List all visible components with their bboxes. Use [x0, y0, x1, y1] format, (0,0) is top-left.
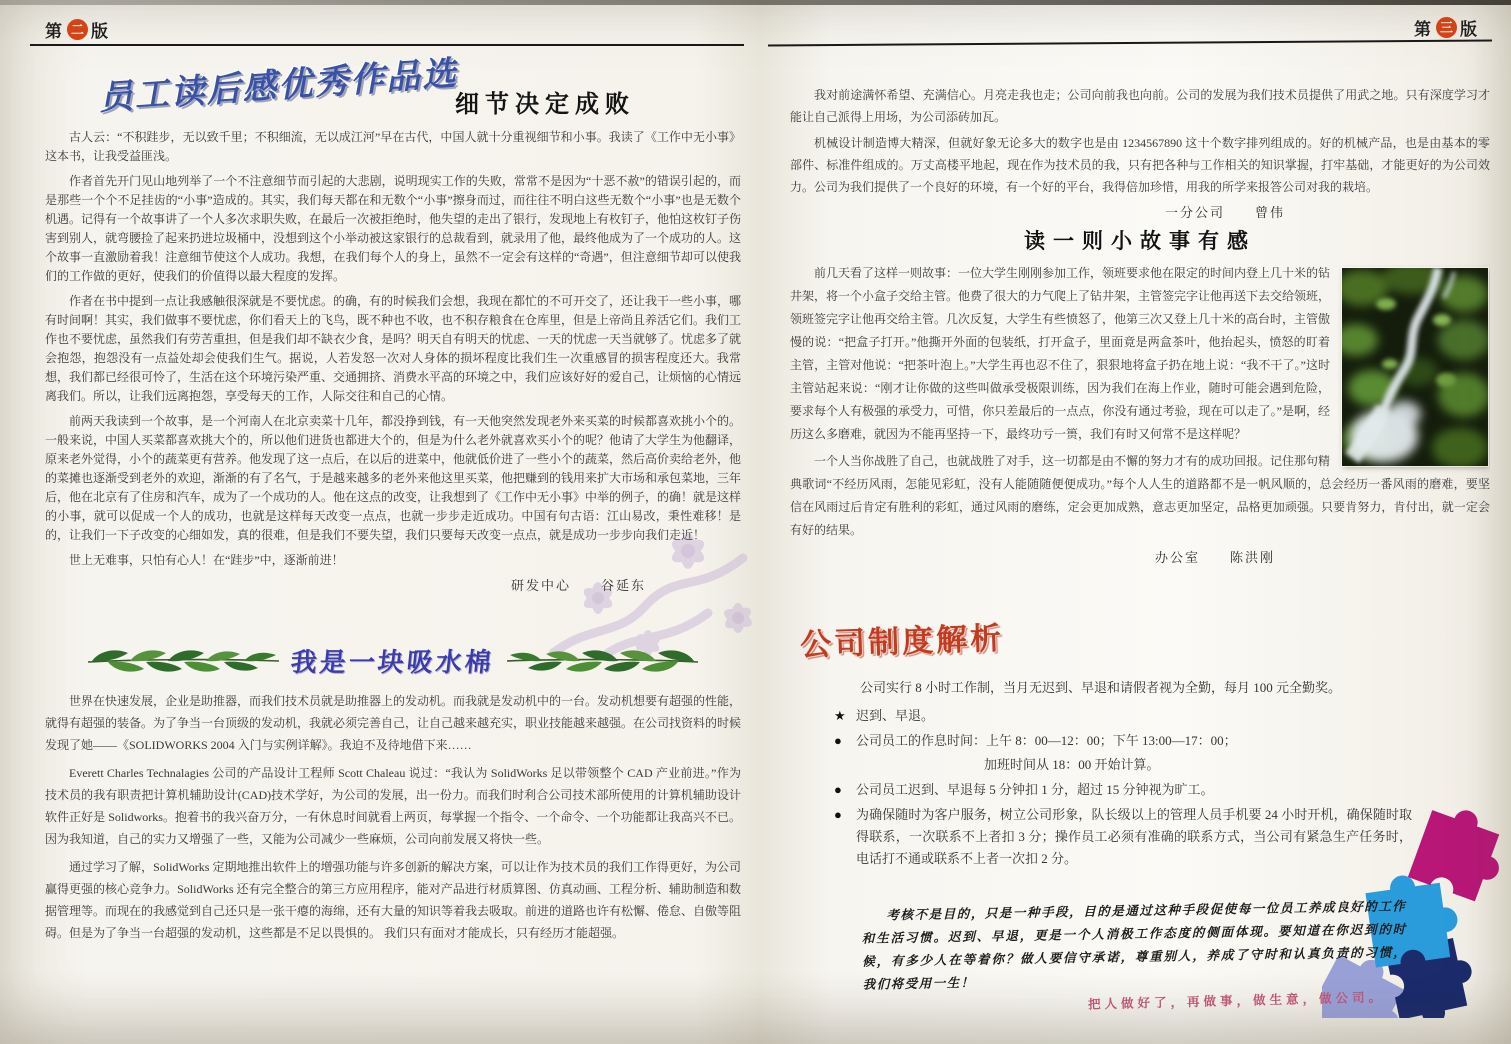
waterfall-photo — [1342, 268, 1488, 466]
article1-paragraph: 世上无难事，只怕有心人！在“跬步”中，逐渐前进！ — [69, 553, 344, 567]
article2-header — [45, 642, 741, 679]
left-header-rule — [30, 44, 744, 46]
rule-bullet-row — [834, 779, 1465, 801]
rule-bullet-text: 公司员工迟到、早退每 5 分钟扣 1 分，超过 15 分钟视为旷工。 — [856, 782, 1214, 797]
rule-bullet-text: 为确保随时为客户服务，树立公司形象，队长级以上的管理人员手机要 24 小时开机，确保随时取得联系，一次联系不上者扣 3 分；操作员工必须有准确的联系方式，当公司有紧急生产任务时，电话打不通或联系不上者一次扣 2 分。 — [856, 807, 1412, 866]
page-number-circle: 二 — [67, 19, 88, 40]
article1-body — [45, 128, 741, 595]
continuation-paragraph: 我对前途满怀希望、充满信心。月亮走我也走；公司向前我也向前。公司的发展为我们技术员提供了用武之地。只有深度学习才能让自己派得上用场，为公司添砖加瓦。 — [790, 88, 1490, 124]
article4-title: 公司制度解析 — [799, 620, 1005, 663]
page-label-post: 版 — [91, 22, 110, 41]
scan-edge-top — [0, 0, 1511, 5]
page-label-pre: 第 — [45, 22, 64, 41]
left-main-title: 员工读后感优秀作品选 — [97, 55, 460, 118]
rule-star-row — [834, 705, 1465, 727]
article2-paragraph: Everett Charles Technalagies 公司的产品设计工程师 Scott Chaleau 说过：“我认为 SolidWorks 足以带领整个 CAD 产业前进。”作为技术员的我有职责把计算机辅助设计(CAD)技术学好，为公司的发展，出一份力。而我们时利合公司技术部所使用的计算机辅助设计软件正好是 Solidworks。抱着书的我兴奋万分，一有休息时间就看上两页，每掌握一个指令、一个命令、一个功能都让我高兴不已。因为我知道，自己的实力又增强了一些，又能为公司减少一些麻烦，公司向前发展又将快一些。 — [45, 766, 741, 846]
continuation-signature: 一分公司 曾伟 — [1164, 205, 1285, 220]
article3-title: 读一则小故事有感 — [1024, 229, 1256, 253]
article4-note: 考核不是目的，只是一种手段，目的是通过这种手段促使每一位员工养成良好的工作和生活习惯。迟到、早退，更是一个人消极工作态度的侧面体现。要知道在你迟到的时候，有多少人在等着你？做人要信守承诺，尊重别人，养成了守时和认真负责的习惯，我们将受用一生！ — [861, 899, 1408, 992]
page-label-pre: 第 — [1414, 20, 1433, 39]
left-page-number — [45, 17, 110, 42]
article2-title: 我是一块吸水棉 — [289, 648, 496, 677]
leaf-vine-left-icon — [86, 646, 281, 676]
rule-bullet-row — [834, 730, 1465, 752]
bullet-icon: ● — [834, 807, 842, 822]
right-header-rule — [768, 39, 1492, 46]
article1-title: 细节决定成败 — [455, 92, 635, 118]
article2-paragraph: 世界在快速发展，企业是助推器，而我们技术员就是助推器上的发动机。而我就是发动机中的一台。发动机想要有超强的性能，就得有超强的装备。为了争当一台顶级的发动机，我就必须完善自己，让自己越来越充实，职业技能越来越强。在公司找资料的时候发现了她——《SOLIDWORKS 2004 入门与实例详解》。我迫不及待地借下来…… — [45, 694, 742, 752]
continuation-paragraph: 机械设计制造博大精深，但就好象无论多大的数字也是由 1234567890 这十个数字排列组成的。好的机械产品，也是由基本的零部件、标准件组成的。万丈高楼平地起，现在作为技术员的我，只有把各种与工作相关的知识掌握，打牢基础，才能更好的为公司效力。公司为我们提供了一个良好的环境，有一个好的平台，我得倍加珍惜，用我的所学来报答公司对我的栽培。 — [790, 136, 1490, 194]
rule-bullet-row — [834, 804, 1465, 870]
bullet-icon: ● — [834, 782, 842, 797]
article4-body — [834, 677, 1465, 992]
article3-paragraph: 一个人当你战胜了自己，也就战胜了对手，这一切都是由不懈的努力才有的成功回报。记住那句精典歌词“不经历风雨，怎能见彩虹，没有人能随随便便成功。”每个人人生的道路都不是一帆风顺的，总会经历一番风雨的磨难，要坚信在风雨过后肯定有胜利的彩虹，通过风雨的磨练，定会更加成熟，意志更加坚定，品格更加顽强。只要肯努力，肯付出，就一定会有好的结果。 — [790, 454, 1490, 537]
article4-section — [800, 616, 1465, 992]
article4-intro: 公司实行 8 小时工作制，当月无迟到、早退和请假者视为全勤，每月 100 元全勤奖。 — [860, 680, 1342, 695]
rule-bullet-text: 公司员工的作息时间：上午 8：00—12：00；下午 13:00—17：00； — [856, 733, 1237, 748]
article2-paragraph: 通过学习了解，SolidWorks 定期地推出软件上的增强功能与许多创新的解决方案，可以让作为技术员的我们工作得更好，为公司赢得更强的核心竞争力。SolidWorks 还有完全整合的第三方应用程序，能对产品进行材质算图、仿真动画、工程分析、辅助制造和数据管理等。而现在的我感觉到自己还只是一张干瘪的海绵，还有大量的知识等着我去吸取。前进的道路也许有松懈、倦怠、自傲等阻碍。但是为了争当一台超强的发动机，这些都是不足以畏惧的。 我们只有面对才能成长，只有经历才能超强。 — [45, 860, 742, 940]
rule-bullet-subtext: 加班时间从 18：00 开始计算。 — [984, 757, 1160, 772]
leaf-vine-right-icon — [505, 646, 700, 676]
article1-paragraph: 作者首先开门见山地列举了一个不注意细节而引起的大悲剧，说明现实工作的失败，常常不是因为“十恶不赦”的错误引起的，而是那些一个个不足挂齿的“小事”造成的。其实，我们每天都在和无数个“小事”擦身而过，而往往不明白这些无数个“小事”也是无数个机遇。记得有一个故事讲了一个人多次求职失败，在最后一次被拒绝时，他失望的走出了银行，发现地上有枚钉子，他怕这枚钉子伤害到别人，就弯腰捡了起来扔进垃圾桶中，没想到这个小举动被这家银行的总裁看到，就录用了他，最终他成为了一个成功的人。这个故事一直激励着我！注意细节使这个人成功。我想，在我们每个人的身上，虽然不一定会有这样的“奇遇”，但注意细节却可以使我们的工作做的更好，使我们的价值得以最大程度的发挥。 — [45, 174, 742, 283]
article3-paragraph: 前几天看了这样一则故事：一位大学生刚刚参加工作，领班要求他在限定的时间内登上几十米的钻井架，将一个小盒子交给主管。他费了很大的力气爬上了钻井架，主管签完字让他再送下去交给领班，领班签完字让他再交给主管。几次反复，大学生有些愤怒了，他第三次又登上几十米的高台时，主管傲慢的说：“把盒子打开。”他撕开外面的包装纸，打开盒子，里面竟是两盒茶叶，他抬起头，愤怒的盯着主管，主管对他说：“把茶叶泡上。”大学生再也忍不住了，狠狠地将盒子扔在地上说：“我不干了。”这时主管站起来说：“刚才让你做的这些叫做承受极限训练，因为我们在海上作业，随时可能会遇到危险，要求每个人有极强的承受力，可惜，你只差最后的一点点，你没有通过考验，现在可以走了。”是啊，经历这么多磨难，就因为不能再坚持一下，最终功亏一篑，我们有时又何常不是这样呢？ — [790, 266, 1331, 441]
star-icon: ★ — [834, 708, 846, 723]
right-page-number — [1414, 15, 1479, 40]
article1-paragraph: 前两天我读到一个故事，是一个河南人在北京卖菜十几年，都没挣到钱，有一天他突然发现老外来买菜的时候都喜欢挑小个的。一般来说，中国人买菜都喜欢挑大个的，所以他们进货也都进大个的，但是为什么老外就喜欢买小个的呢？他请了大学生为他翻译，原来老外觉得，小个的蔬菜更有营养。他发现了这一点后，在以后的进菜中，他就低价进了一些小个的蔬菜，然后高价卖给老外，他的菜摊也逐渐受到老外的欢迎，渐渐的有了名气，于是越来越多的老外来他这里买菜，他把赚到的钱用来扩大市场和承包菜地，三年后，他在北京有了住房和汽车，成为了一个成功的人。他在这点的改变，让我想到了《工作中无小事》中举的例子，的确！就是这样的小事，就可以促成一个人的成功，也就是这样每天改变一点点，也就一步步走近成功。中国有句古语：江山易改，秉性难移！是的，让我们一下子改变的心细如发，真的很难，但是我们不要失望，我们只要每天改变一点点，就是成功一步步向我们走近！ — [45, 414, 742, 542]
rule-star-label: 迟到、早退。 — [856, 708, 935, 723]
article1-paragraph: 古人云：“不积跬步，无以致千里；不积细流，无以成江河”早在古代，中国人就十分重视细节和小事。我读了《工作中无小事》这本书，让我受益匪浅。 — [45, 130, 741, 163]
bullet-icon: ● — [834, 733, 842, 748]
page-number-circle: 三 — [1436, 17, 1457, 38]
bottom-slogan: 把人做好了，再做事，做生意，做公司。 — [1087, 990, 1386, 1012]
article3-signature: 办公室 陈洪刚 — [1154, 550, 1275, 565]
article2-body — [45, 690, 741, 950]
article3-body — [790, 262, 1490, 569]
article1-signature: 研发中心 谷延东 — [510, 578, 646, 593]
right-page-top-section — [790, 84, 1490, 630]
waterfall-photo-image — [1342, 268, 1488, 466]
page-label-post: 版 — [1460, 20, 1479, 39]
article1-paragraph: 作者在书中提到一点让我感触很深就是不要忧虑。的确，有的时候我们会想，我现在都忙的不可开交了，还让我干一些小事，哪有时间啊！其实，我们做事不要忧虑，你们看天上的飞鸟，既不种也不收，也不积存粮食在仓库里，但是上帝尚且养活它们。我们工作也不要忧虑，虽然我们有劳苦重担，但是我们却不缺衣少食，是吗？明天自有明天的忧虑、一天的忧虑一天当就够了。忧虑多了就会抱怨，抱怨没有一点益处却会使我们生气。据说，人若发怒一次对人身体的损坏程度比我们生一次重感冒的损害程度还大。我常想，我们都已经很可怜了，生活在这个环境污染严重、交通拥挤、消费水平高的环境之中，我们应该好好的爱自己，让烦恼的心情远离我们。所以，让我们远离抱怨，享受每天的工作，人际交往和自己的心情。 — [45, 294, 742, 403]
